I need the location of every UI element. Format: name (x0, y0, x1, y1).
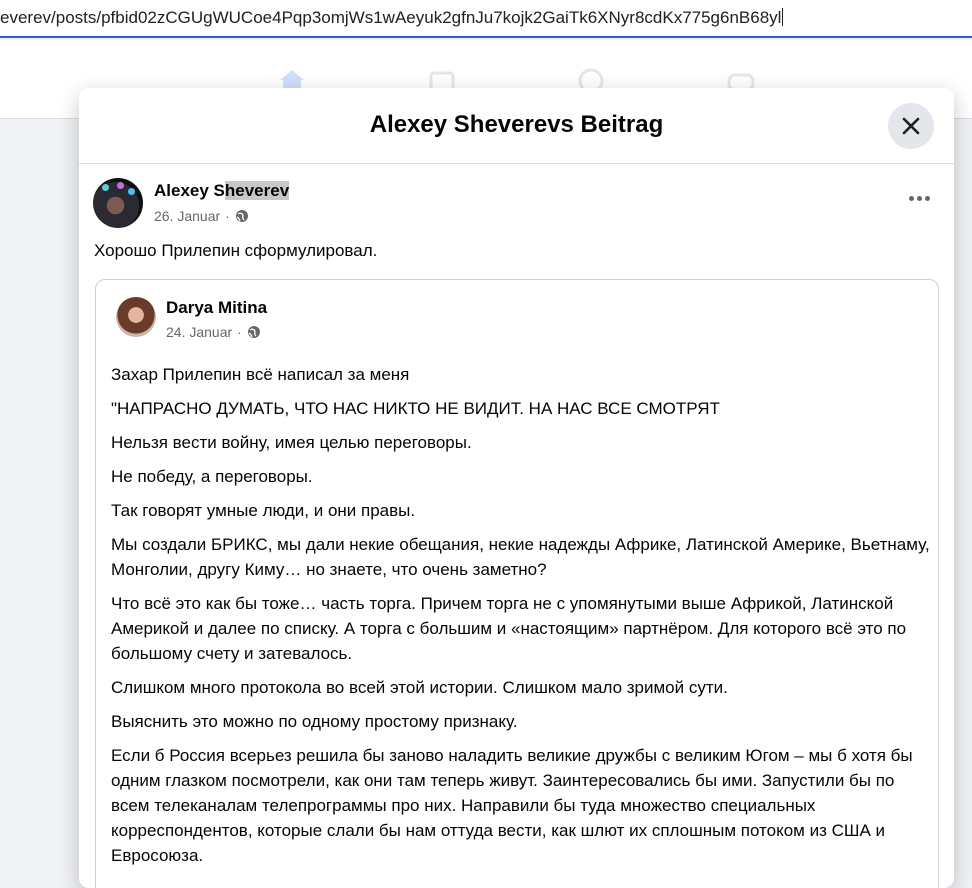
author-name-highlight: heverev (224, 181, 290, 200)
shared-post-date[interactable]: 24. Januar (166, 324, 233, 340)
meta-separator: · (237, 324, 242, 340)
post-dialog (79, 88, 954, 888)
author-name-start: Alexey S (154, 181, 225, 200)
globe-icon[interactable] (235, 209, 249, 223)
post-author[interactable] (154, 181, 289, 201)
meta-separator: · (225, 208, 230, 224)
paragraph: Если б Россия всерьез решила бы заново наладить великие дружбы с великим Югом – мы б хотя бы одним глазком посмотрели, как они там теперь живут. Заинтересовались бы ими. Запустили бы по всем телеканалам телепрограммы про них. Направили бы туда множество специальных корреспондентов, которые слали бы нам оттуда вести, как шлют их сплошным потоком из США и Евросоюза. (111, 746, 913, 865)
shared-post-author[interactable]: Darya Mitina (166, 298, 268, 317)
more-options-button[interactable] (909, 196, 930, 201)
post-date[interactable]: 26. Januar (154, 208, 221, 224)
shared-post[interactable] (95, 279, 939, 888)
paragraph: Что всё это как бы тоже… часть торга. Причем торга не с упомянутыми выше Африкой, Латинской Америкой и далее по списку. А торга с большим и «настоящим» партнёром. Для которого всё это по большому счету и затевалось. (111, 594, 907, 663)
close-icon (901, 116, 921, 136)
shared-post-body (111, 362, 931, 877)
globe-icon[interactable] (247, 325, 261, 339)
post-meta (154, 208, 249, 224)
dialog-title: Alexey Sheverevs Beitrag (369, 111, 664, 138)
address-bar[interactable] (0, 0, 972, 38)
paragraph: "НАПРАСНО ДУМАТЬ, ЧТО НАС НИКТО НЕ ВИДИТ. НА НАС ВСЕ СМОТРЯТ (111, 399, 720, 418)
paragraph: Так говорят умные люди, и они правы. (111, 501, 416, 520)
close-button[interactable] (888, 103, 934, 149)
url-text[interactable]: everev/posts/pfbid02zCGUgWUCoe4Pqp3omjWs1wAeyuk2gfnJu7kojk2GaiTk6XNyr8cdKx775g6nB68yl (0, 8, 782, 27)
paragraph: Слишком много протокола во всей этой истории. Слишком мало зримой сути. (111, 678, 728, 697)
shared-author-avatar[interactable] (116, 297, 156, 337)
shared-post-meta (166, 324, 261, 340)
paragraph: Мы создали БРИКС, мы дали некие обещания, некие надежды Африке, Латинской Америке, Вьетнаму, Монголии, другу Киму… но знаете, что очень заметно? (111, 535, 930, 579)
post-text: Хорошо Прилепин сформулировал. (94, 241, 378, 260)
paragraph: Не победу, а переговоры. (111, 467, 313, 486)
avatar[interactable] (93, 178, 143, 228)
paragraph: Нельзя вести войну, имея целью переговоры. (111, 433, 472, 452)
dialog-header (79, 88, 954, 164)
paragraph: Выяснить это можно по одному простому признаку. (111, 712, 518, 731)
paragraph: Захар Прилепин всё написал за меня (111, 365, 410, 384)
text-caret (782, 8, 783, 26)
